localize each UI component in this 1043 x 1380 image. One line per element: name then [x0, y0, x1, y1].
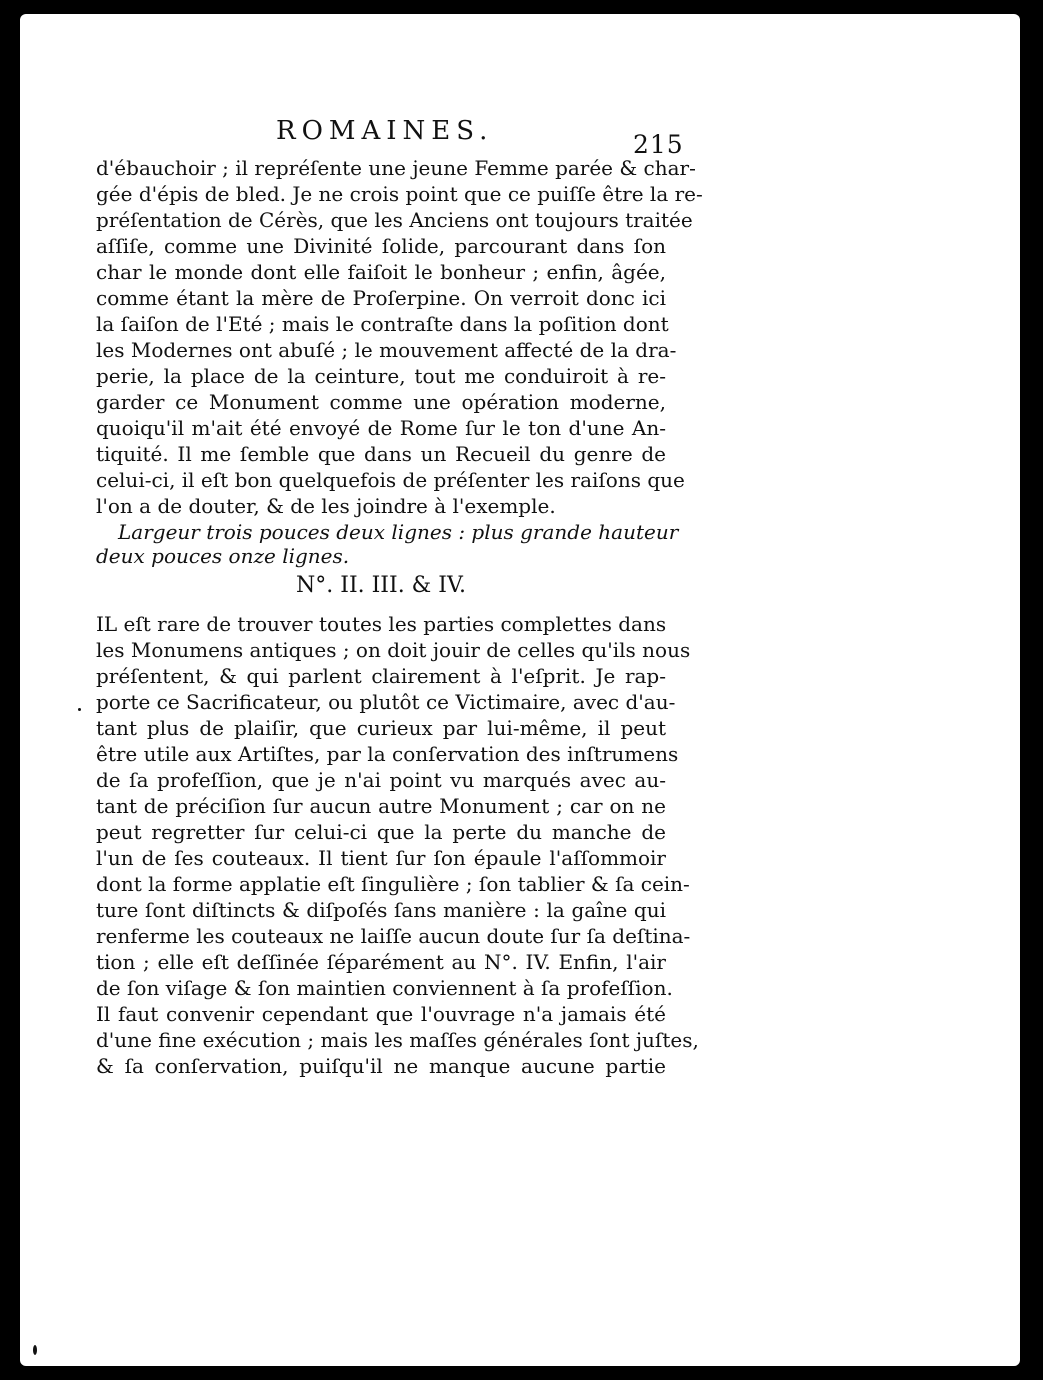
text-line: être utile aux Artiſtes, par la conſervation des inſtrumens	[96, 742, 679, 766]
scan-speck	[33, 1345, 37, 1355]
text-line: préſentation de Cérès, que les Anciens ont toujours traitée	[96, 208, 693, 232]
text-line: la ſaiſon de l'Eté ; mais le contraſte dans la poſition dont	[96, 312, 669, 336]
text-line: dont la forme applatie eſt ſingulière ; ſon tablier & ſa cein-	[96, 872, 690, 896]
caption-line: Largeur trois pouces deux lignes : plus grande hauteur	[118, 520, 679, 544]
text-line: tion ; elle eſt deſſinée ſéparément au N°. IV. Enfin, l'air	[96, 950, 666, 974]
caption-line: deux pouces onze lignes.	[96, 544, 350, 568]
text-line: renferme les couteaux ne laiſſe aucun doute ſur ſa deſtina-	[96, 924, 691, 948]
text-line: porte ce Sacrificateur, ou plutôt ce Victimaire, avec d'au-	[96, 690, 676, 714]
running-title: ROMAINES.	[276, 116, 494, 146]
text-line: ture ſont diſtincts & diſpoſés ſans manière : la gaîne qui	[96, 898, 666, 922]
text-line: comme étant la mère de Proſerpine. On verroit donc ici	[96, 286, 666, 310]
text-line: tiquité. Il me ſemble que dans un Recueil du genre de	[96, 442, 666, 466]
text-line: IL eſt rare de trouver toutes les parties complettes dans	[96, 612, 667, 636]
text-line: l'on a de douter, & de les joindre à l'exemple.	[96, 494, 556, 518]
text-line: quoiqu'il m'ait été envoyé de Rome ſur le ton d'une An-	[96, 416, 666, 440]
text-line: char le monde dont elle faiſoit le bonheur ; enfin, âgée,	[96, 260, 666, 284]
text-line: les Modernes ont abuſé ; le mouvement affecté de la dra-	[96, 338, 677, 362]
text-line: garder ce Monument comme une opération moderne,	[96, 390, 666, 414]
text-line: les Monumens antiques ; on doit jouir de celles qu'ils nous	[96, 638, 691, 662]
text-line: de ſa profeſſion, que je n'ai point vu marqués avec au-	[96, 768, 666, 792]
text-line: d'une fine exécution ; mais les maſſes générales ſont juſtes,	[96, 1028, 699, 1052]
text-line: préſentent, & qui parlent clairement à l'eſprit. Je rap-	[96, 664, 666, 688]
text-line: perie, la place de la ceinture, tout me conduiroit à re-	[96, 364, 666, 388]
text-line: d'ébauchoir ; il repréſente une jeune Femme parée & char-	[96, 156, 696, 180]
text-line: l'un de ſes couteaux. Il tient ſur ſon épaule l'aſſommoir	[96, 846, 666, 870]
text-line: peut regretter ſur celui-ci que la perte du manche de	[96, 820, 666, 844]
text-line: tant de préciſion ſur aucun autre Monument ; car on ne	[96, 794, 666, 818]
text-line: aſſiſe, comme une Divinité ſolide, parcourant dans ſon	[96, 234, 666, 258]
text-line: celui-ci, il eſt bon quelquefois de préſenter les raiſons que	[96, 468, 685, 492]
text-line: Il faut convenir cependant que l'ouvrage n'a jamais été	[96, 1002, 666, 1026]
text-line: tant plus de plaiſir, que curieux par lui-même, il peut	[96, 716, 666, 740]
page-number: 215	[633, 130, 684, 159]
text-line: & ſa conſervation, puiſqu'il ne manque aucune partie	[96, 1054, 666, 1078]
text-line: de ſon viſage & ſon maintien conviennent à ſa profeſſion.	[96, 976, 673, 1000]
scan-speck	[78, 708, 81, 711]
text-line: gée d'épis de bled. Je ne crois point que ce puiſſe être la re-	[96, 182, 703, 206]
section-heading: N°. II. III. & IV.	[296, 573, 466, 598]
